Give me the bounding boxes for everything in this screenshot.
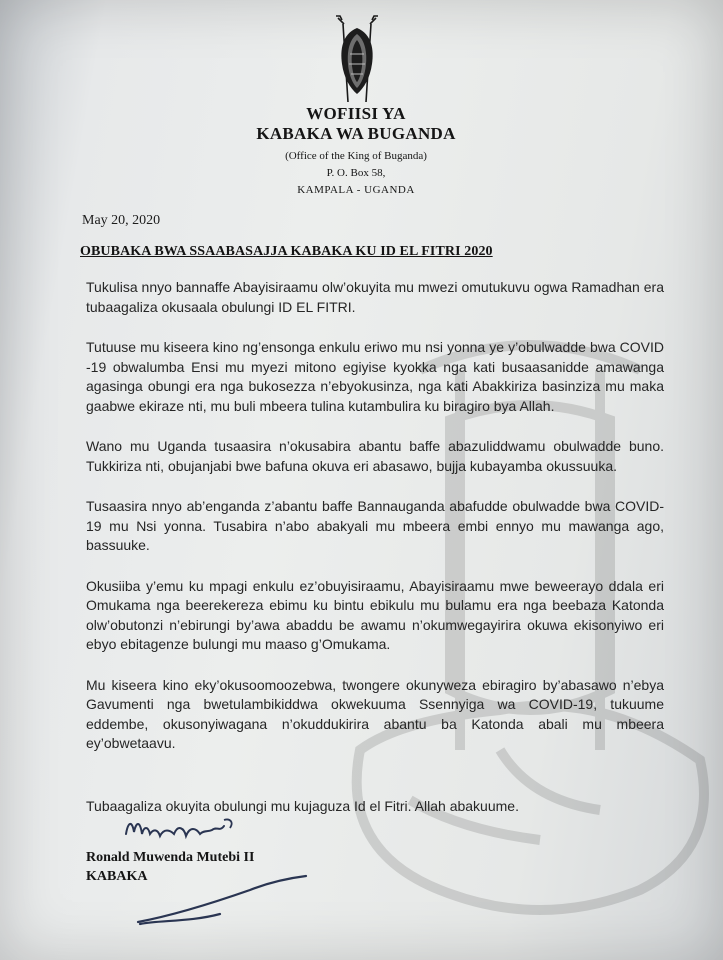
- letter-closing: Tubaagaliza okuyita obulungi mu kujaguza Id el Fitri. Allah abakuume.: [86, 798, 519, 814]
- shield-spears-crest-icon: [328, 14, 386, 106]
- paragraph-6: Mu kiseera kino eky’okusoomoozebwa, twongere okunyweza ebiragiro by’abasawo n’ebya Gavumenti nga bwetulambikiddwa okwekuuma Ssennyiga wa COVID-19, tukuume eddembe, okusonyiwagana n’okuddukirira abantu ba Katonda abali mu mbeera ey’obwetaavu.: [86, 676, 664, 751]
- signer-name: Ronald Muwenda Mutebi II: [86, 850, 255, 865]
- letterhead-kabaka-line: KABAKA WA BUGANDA: [256, 124, 456, 143]
- letterhead-english-name: (Office of the King of Buganda): [285, 150, 427, 162]
- paragraph-2: Tutuuse mu kiseera kino ng’ensonga enkulu eriwo mu nsi yonna ye y’obulwadde bwa COVID -19 obwalumba Ensi mu myezi mitono egiyise kyokka nga kati busaasanidde amawanga agasinga obungi era nga bukosezza n’ebyokusinza, nga kati Abakkiriza basinziza mu maka gaabwe ekiraze nti, mu buli mbeera tulina kutambulira ku biragiro bya Allah.: [86, 339, 664, 414]
- signer-title: KABAKA: [86, 869, 148, 884]
- paragraph-4: Tusaasira nnyo ab’enganda z’abantu baffe Bannauganda abafudde obulwadde bwa COVID-19 mu Nsi yonna. Tusabira n’abo abakyali mu mbeera embi ennyo mu mawanga ago, bassuuke.: [86, 498, 664, 553]
- letterhead-office-line: WOFIISI YA: [306, 104, 406, 123]
- letter-date: May 20, 2020: [82, 213, 161, 228]
- letter-body: [86, 278, 664, 775]
- paragraph-5: Okusiiba y’emu ku mpagi enkulu ez’obuyisiraamu, Abayisiraamu mwe beweerayo ddala eri Omukama nga beerekereza ebimu ku bintu ebikulu mu bulamu era nga beebaza Katonda olw’obutonzi n’ebirungi by’awa abaddu be awamu n’okumwegayirira okuwa ekisonyiwo eri ebyo ebitagenze bulungi mu maaso g’Omukama.: [86, 577, 664, 652]
- handwritten-signature: [120, 812, 260, 848]
- letter-subject: OBUBAKA BWA SSAABASAJJA KABAKA KU ID EL FITRI 2020: [80, 244, 493, 259]
- signature-pen-stroke: [130, 870, 310, 930]
- paragraph-1: Tukulisa nnyo bannaffe Abayisiraamu olw’okuyita mu mwezi omutukuvu ogwa Ramadhan era tubaagaliza okusaala obulungi ID EL FITRI.: [86, 279, 664, 315]
- paragraph-3: Wano mu Uganda tusaasira n’okusabira abantu baffe abazuliddwamu obulwadde buno. Tukkiriza nti, obujanjabi bwe bafuna okuva eri abasawo, bujja kubayamba okussuuka.: [86, 438, 664, 474]
- letterhead-po-box: P. O. Box 58,: [326, 167, 386, 179]
- letterhead-city: KAMPALA - UGANDA: [297, 184, 415, 196]
